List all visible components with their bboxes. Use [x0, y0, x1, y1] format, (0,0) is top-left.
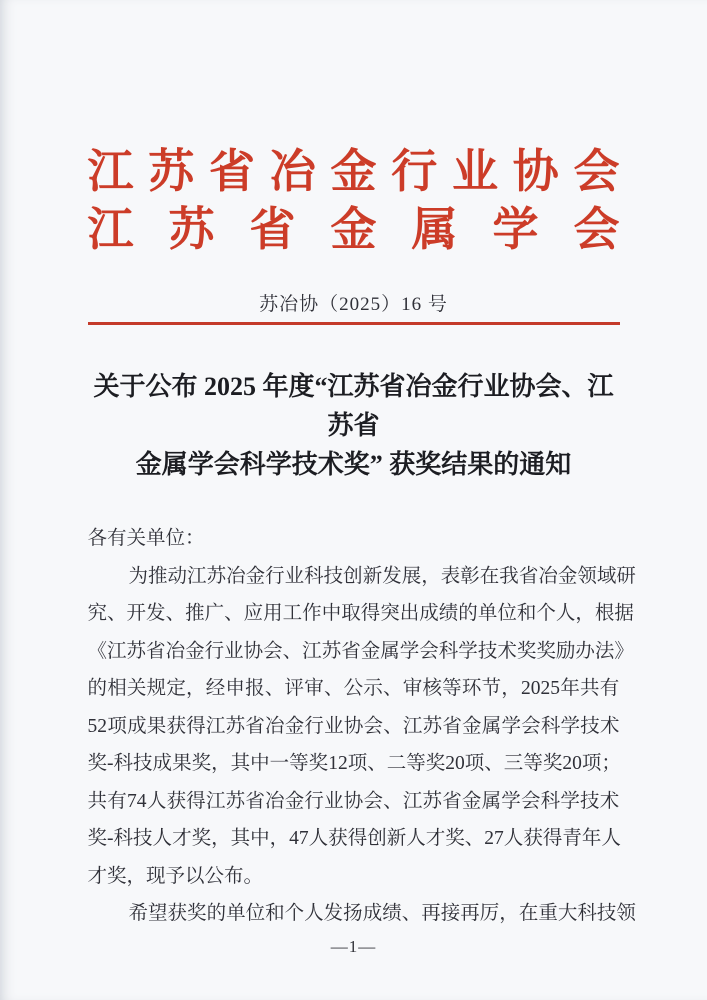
- body-line: 奖 - 科 技 成 果 奖 ， 其 中 一 等 奖 12 项 、 二 等 奖 20 项 、 三 等 奖 20 项 ；: [87, 753, 621, 774]
- document-title-line2: 金属学会科学技术奖” 获奖结果的通知: [135, 450, 572, 479]
- letterhead-org-line1: 江 苏 省 冶 金 行 业 协 会: [87, 146, 620, 197]
- body-line: 的 相 关 规 定 ， 经 申 报 、 评 审 、 公 示 、 审 核 等 环 节 ， 2025 年 共 有: [87, 678, 620, 699]
- document-body: [87, 520, 636, 933]
- letterhead-org-line2: 江 苏 省 金 属 学 会: [87, 204, 620, 255]
- document-title: [88, 367, 620, 484]
- body-line: 《 江 苏 省 冶 金 行 业 协 会 、 江 苏 省 金 属 学 会 科 学 技 术 奖 奖 励 办 法 》: [87, 640, 634, 662]
- body-line: 究 、 开 发 、 推 广 、 应 用 工 作 中 取 得 突 出 成 绩 的 单 位 和 个 人 ， 根 据: [87, 603, 634, 624]
- body-line: 共 有 74 人 获 得 江 苏 省 冶 金 行 业 协 会 、 江 苏 省 金 属 学 会 科 学 技 术: [87, 790, 620, 812]
- body-line: 才奖，现予以公布。: [87, 865, 264, 887]
- body-line: 奖 - 科 技 人 才 奖 ， 其 中 ， 47 人 获 得 创 新 人 才 奖 、 27 人 获 得 青 年 人: [87, 828, 621, 849]
- body-line: 为 推 动 江 苏 冶 金 行 业 科 技 创 新 发 展 ， 表 彰 在 我 省 冶 金 领 域 研: [128, 565, 636, 587]
- document-title-line1: 关于公布 2025 年度“江苏省冶金行业协会、江苏省: [93, 372, 614, 440]
- body-lines: [87, 558, 636, 933]
- body-line: 52 项 成 果 获 得 江 苏 省 冶 金 行 业 协 会 、 江 苏 省 金 属 学 会 科 学 技 术: [87, 715, 620, 737]
- body-line: 希 望 获 奖 的 单 位 和 个 人 发 扬 成 绩 、 再 接 再 厉 ， 在 重 大 科 技 领: [128, 903, 636, 924]
- salutation: 各有关单位：: [87, 528, 205, 549]
- document-content: [87, 146, 636, 957]
- letterhead-red-rule: [88, 322, 620, 325]
- document-number: 苏冶协（2025）16 号: [259, 294, 448, 315]
- page-number: —1—: [330, 936, 377, 956]
